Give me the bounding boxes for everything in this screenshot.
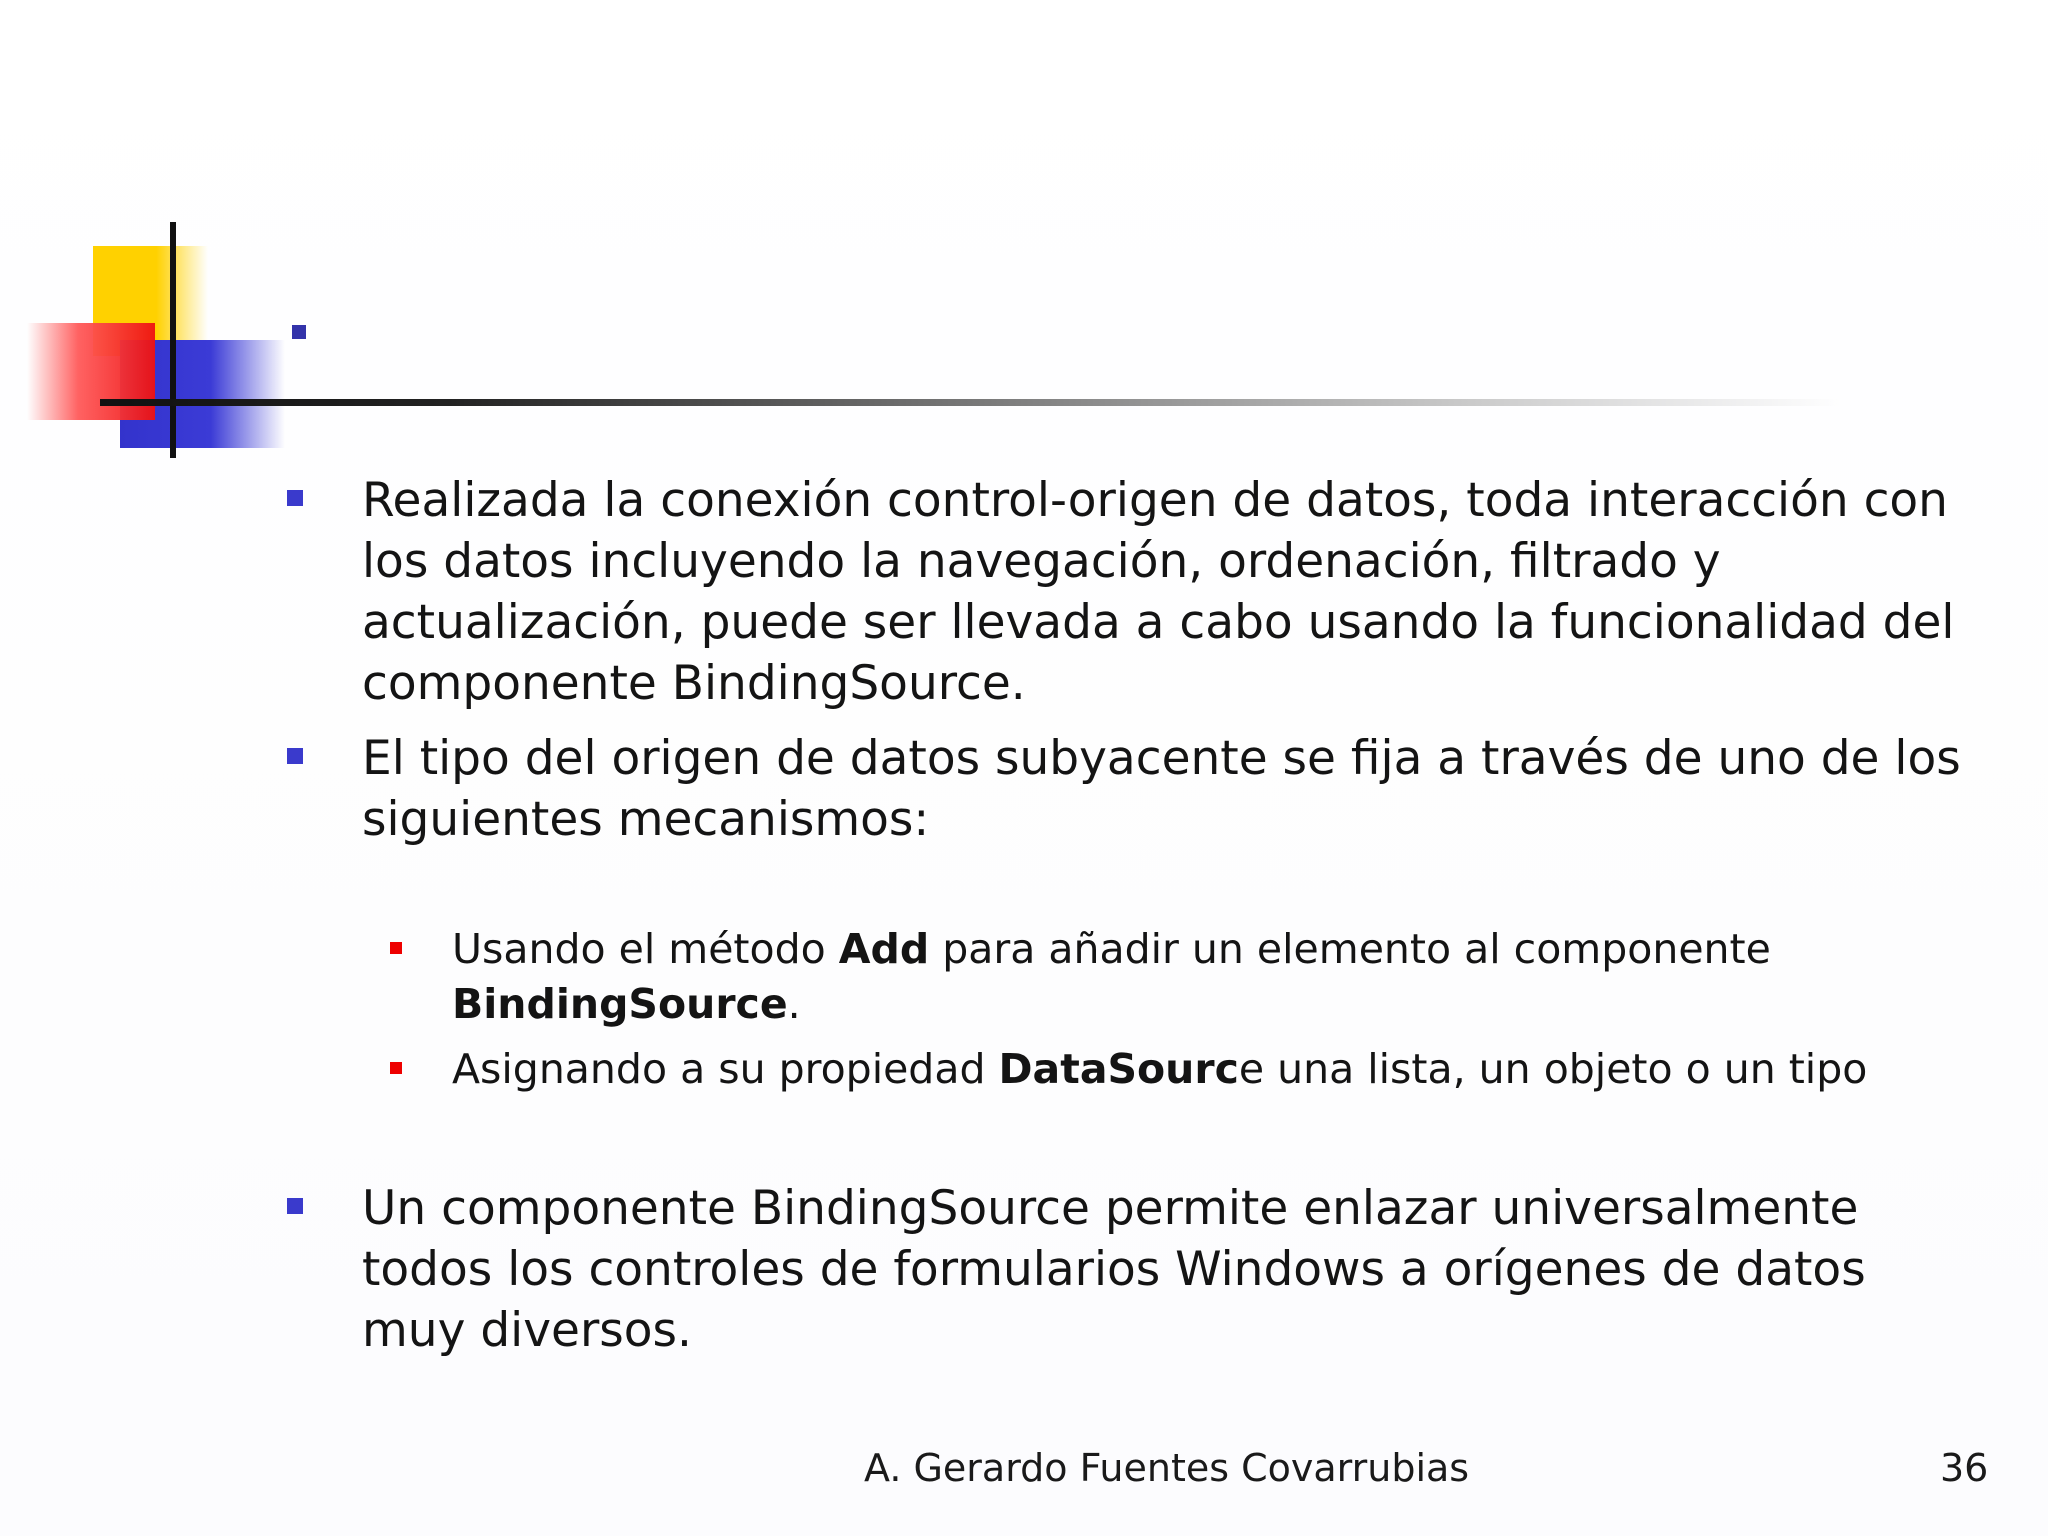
bold-term: BindingSource xyxy=(452,980,788,1028)
red-square-bullet-icon xyxy=(390,1062,402,1074)
square-bullet-icon xyxy=(287,1198,303,1214)
bullet-text: El tipo del origen de datos subyacente se fija a través de uno de los siguientes mecanismos: xyxy=(362,731,1961,847)
footer-author: A. Gerardo Fuentes Covarrubias xyxy=(864,1446,1470,1490)
title-divider-line xyxy=(100,399,1840,406)
text-segment: Usando el método xyxy=(452,925,839,973)
bullet-text: Un componente BindingSource permite enlazar universalmente todos los controles de formularios Windows a orígenes de datos muy diversos. xyxy=(362,1181,1866,1358)
subbullet-text xyxy=(452,922,1952,1032)
page-number: 36 xyxy=(1940,1446,1989,1490)
text-segment: . xyxy=(787,980,801,1028)
square-bullet-icon xyxy=(287,748,303,764)
bold-term: DataSourc xyxy=(998,1045,1239,1093)
bullet-text: Realizada la conexión control-origen de datos, toda interacción con los datos incluyendo la navegación, ordenación, filtrado y actualización, puede ser llevada a cabo usando la funcionalidad del componente BindingSource. xyxy=(362,473,1955,711)
red-square-bullet-icon xyxy=(390,942,402,954)
square-bullet-icon xyxy=(287,490,303,506)
bold-term: Add xyxy=(838,925,930,973)
subbullet-text xyxy=(452,1042,1952,1097)
title-bullet-icon xyxy=(292,325,306,339)
logo-vertical-line xyxy=(170,222,176,458)
text-segment: para añadir un elemento al componente xyxy=(929,925,1771,973)
text-segment: e una lista, un objeto o un tipo xyxy=(1238,1045,1868,1093)
text-segment: Asignando a su propiedad xyxy=(452,1045,999,1093)
